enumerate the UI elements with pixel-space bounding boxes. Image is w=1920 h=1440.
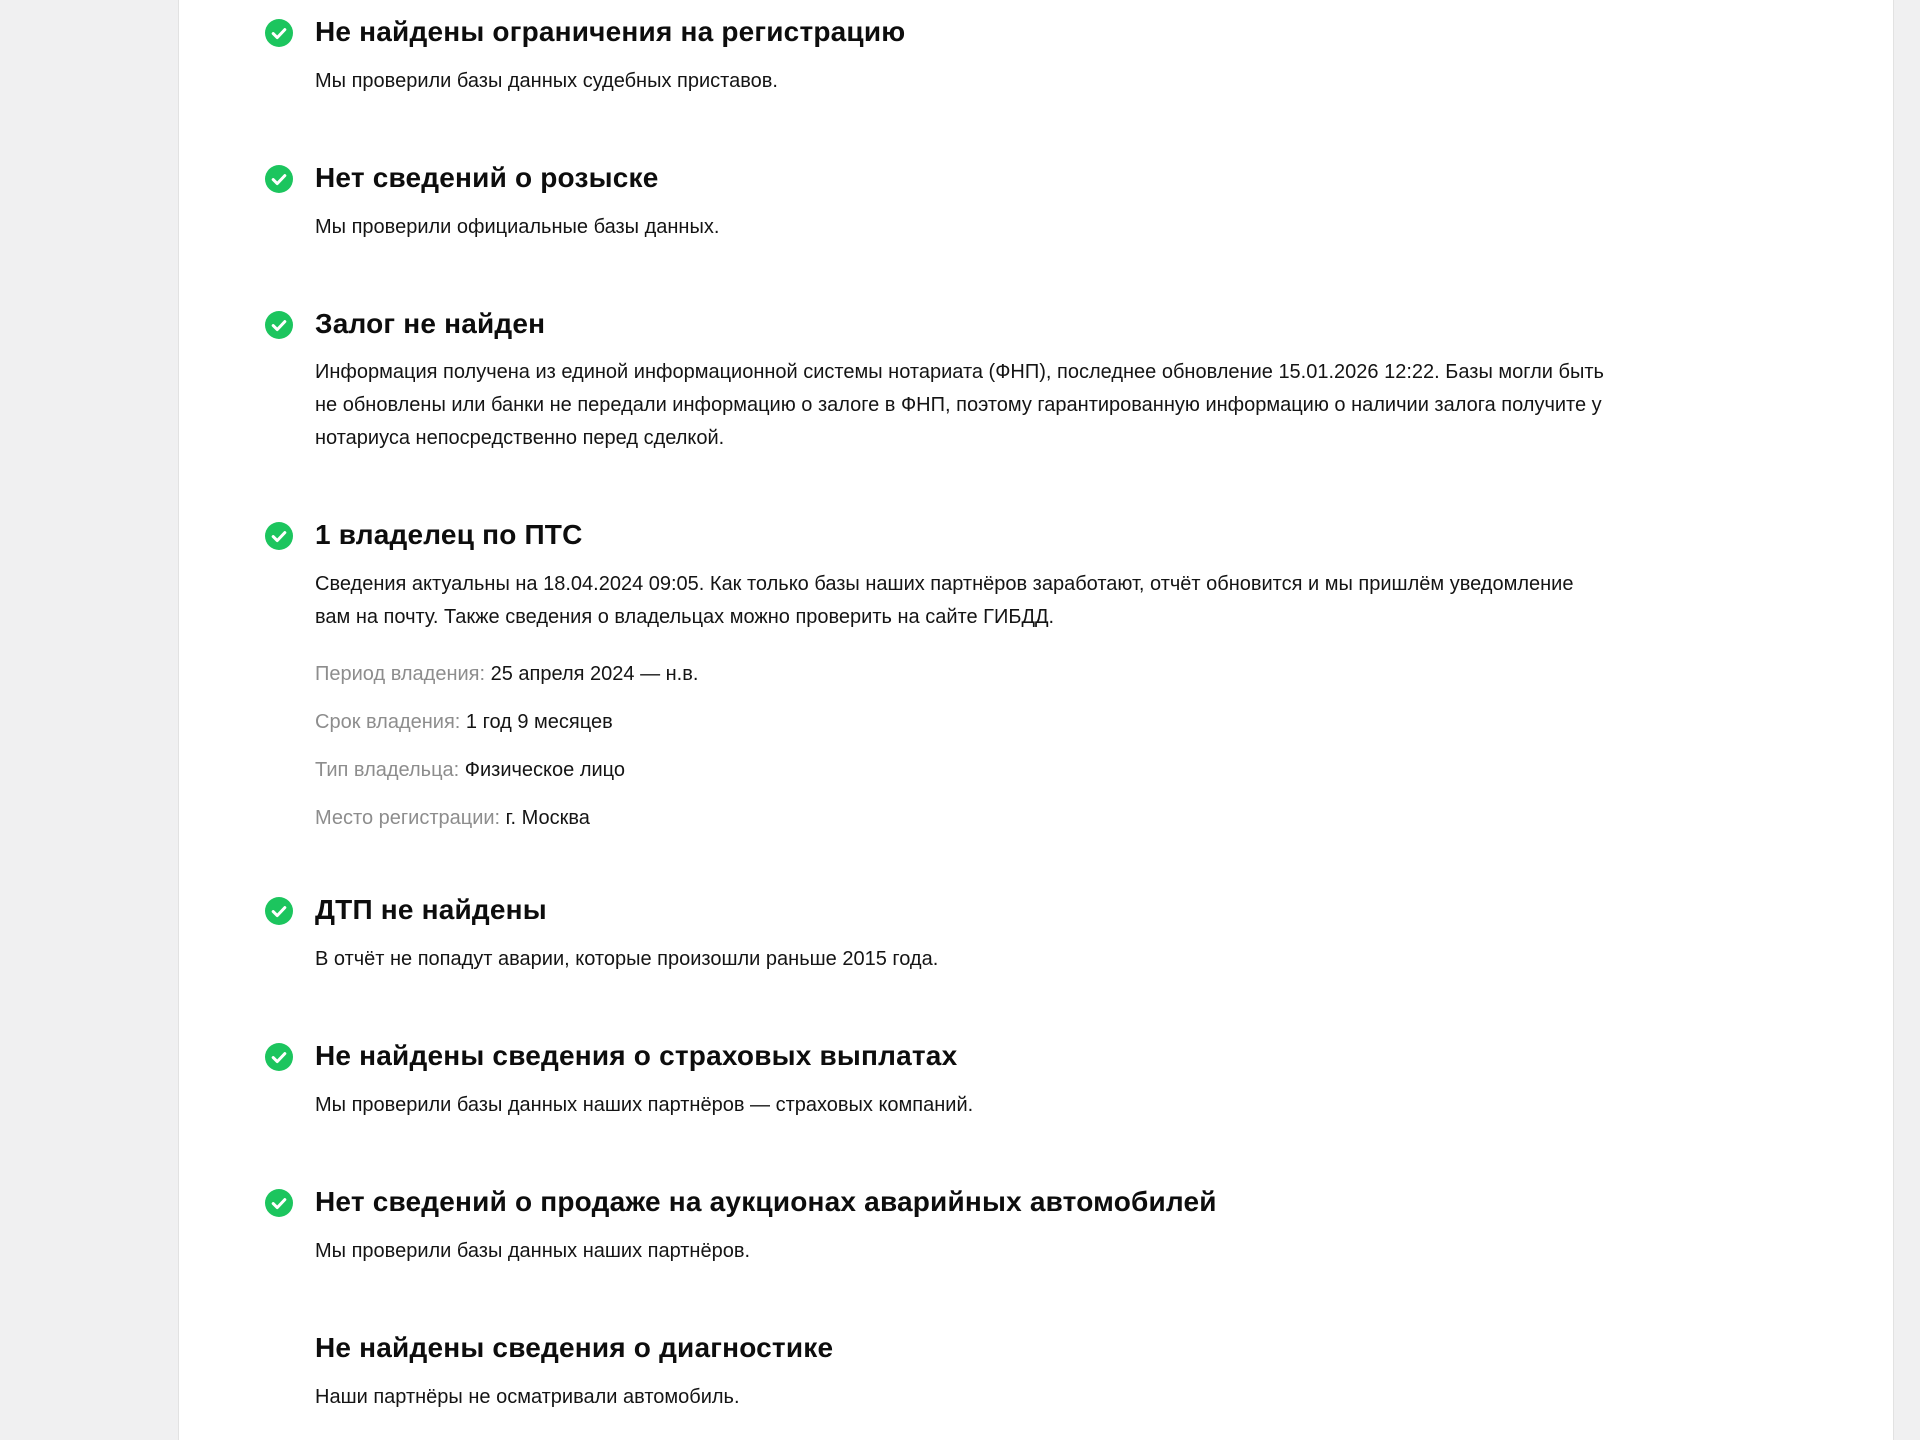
check-circle-icon (265, 897, 293, 925)
section-title: Не найдены сведения о диагностике (315, 1331, 834, 1363)
detail-value: 25 апреля 2024 — н.в. (490, 663, 699, 686)
section-content (315, 1184, 1610, 1268)
section-icon-cell (265, 1038, 315, 1122)
section-content (315, 14, 1610, 98)
section-icon-cell (265, 306, 315, 456)
check-section-insurance-payouts (265, 1038, 1893, 1122)
section-icon-cell (265, 1330, 315, 1414)
detail-value: г. Москва (505, 807, 590, 830)
section-title: Нет сведений о розыске (315, 161, 659, 193)
detail-row (315, 806, 1610, 830)
section-title: Залог не найден (315, 307, 546, 339)
section-icon-cell (265, 892, 315, 976)
detail-label: Срок владения: (315, 711, 461, 734)
detail-value: Физическое лицо (464, 759, 626, 782)
section-body: Мы проверили базы данных наших партнёров — страховых компаний. (315, 1093, 974, 1116)
section-icon-cell (265, 160, 315, 244)
section-body: Информация получена из единой информационной системы нотариата (ФНП), последнее обновление 15.01.2026 12:22. Базы могли быть не обновлены или банки не передали информацию о залоге в ФНП, поэтому гарантированную информацию о наличии залога получите у нотариуса непосредственно перед сделкой. (315, 361, 1604, 450)
detail-value: 1 год 9 месяцев (465, 711, 613, 734)
section-icon-cell (265, 14, 315, 98)
section-title: Не найдены ограничения на регистрацию (315, 16, 906, 47)
section-icon-cell (265, 517, 315, 830)
vehicle-report-card (178, 0, 1894, 1440)
section-content (315, 306, 1610, 456)
section-content (315, 1330, 1610, 1414)
section-content (315, 892, 1610, 976)
check-section-auction-sales (265, 1184, 1893, 1268)
detail-label: Период владения: (315, 663, 486, 686)
check-circle-icon (265, 19, 293, 47)
check-circle-icon (265, 1189, 293, 1217)
check-section-registration-restrictions (265, 14, 1893, 98)
section-body: Мы проверили официальные базы данных. (315, 215, 720, 238)
check-circle-icon (265, 522, 293, 550)
section-body: В отчёт не попадут аварии, которые произошли раньше 2015 года. (315, 948, 939, 971)
section-content (315, 160, 1610, 244)
ownership-details-list (315, 662, 1610, 830)
check-circle-icon (265, 311, 293, 339)
check-circle-icon (265, 1043, 293, 1071)
check-section-wanted-status (265, 160, 1893, 244)
section-body: Мы проверили базы данных судебных приставов. (315, 69, 778, 92)
check-section-pledge (265, 306, 1893, 456)
detail-row (315, 758, 1610, 782)
section-title: Не найдены сведения о страховых выплатах (315, 1040, 958, 1072)
detail-label: Место регистрации: (315, 807, 501, 830)
section-body: Сведения актуальны на 18.04.2024 09:05. Как только базы наших партнёров заработают, отчёт обновится и мы пришлём уведомление вам на почту. Также сведения о владельцах можно проверить на сайте ГИБДД. (315, 573, 1574, 629)
section-title: Нет сведений о продаже на аукционах аварийных автомобилей (315, 1185, 1217, 1217)
detail-label: Тип владельца: (315, 759, 460, 782)
detail-row (315, 710, 1610, 734)
section-title: ДТП не найдены (315, 894, 547, 926)
detail-row (315, 662, 1610, 686)
section-body: Наши партнёры не осматривали автомобиль. (315, 1385, 740, 1408)
section-content (315, 517, 1610, 830)
section-body: Мы проверили базы данных наших партнёров. (315, 1239, 751, 1262)
check-circle-icon (265, 165, 293, 193)
section-title: 1 владелец по ПТС (315, 519, 583, 551)
check-section-owners-ptc (265, 517, 1893, 830)
section-content (315, 1038, 1610, 1122)
check-section-accidents (265, 892, 1893, 976)
section-icon-cell (265, 1184, 315, 1268)
check-section-diagnostics (265, 1330, 1893, 1414)
